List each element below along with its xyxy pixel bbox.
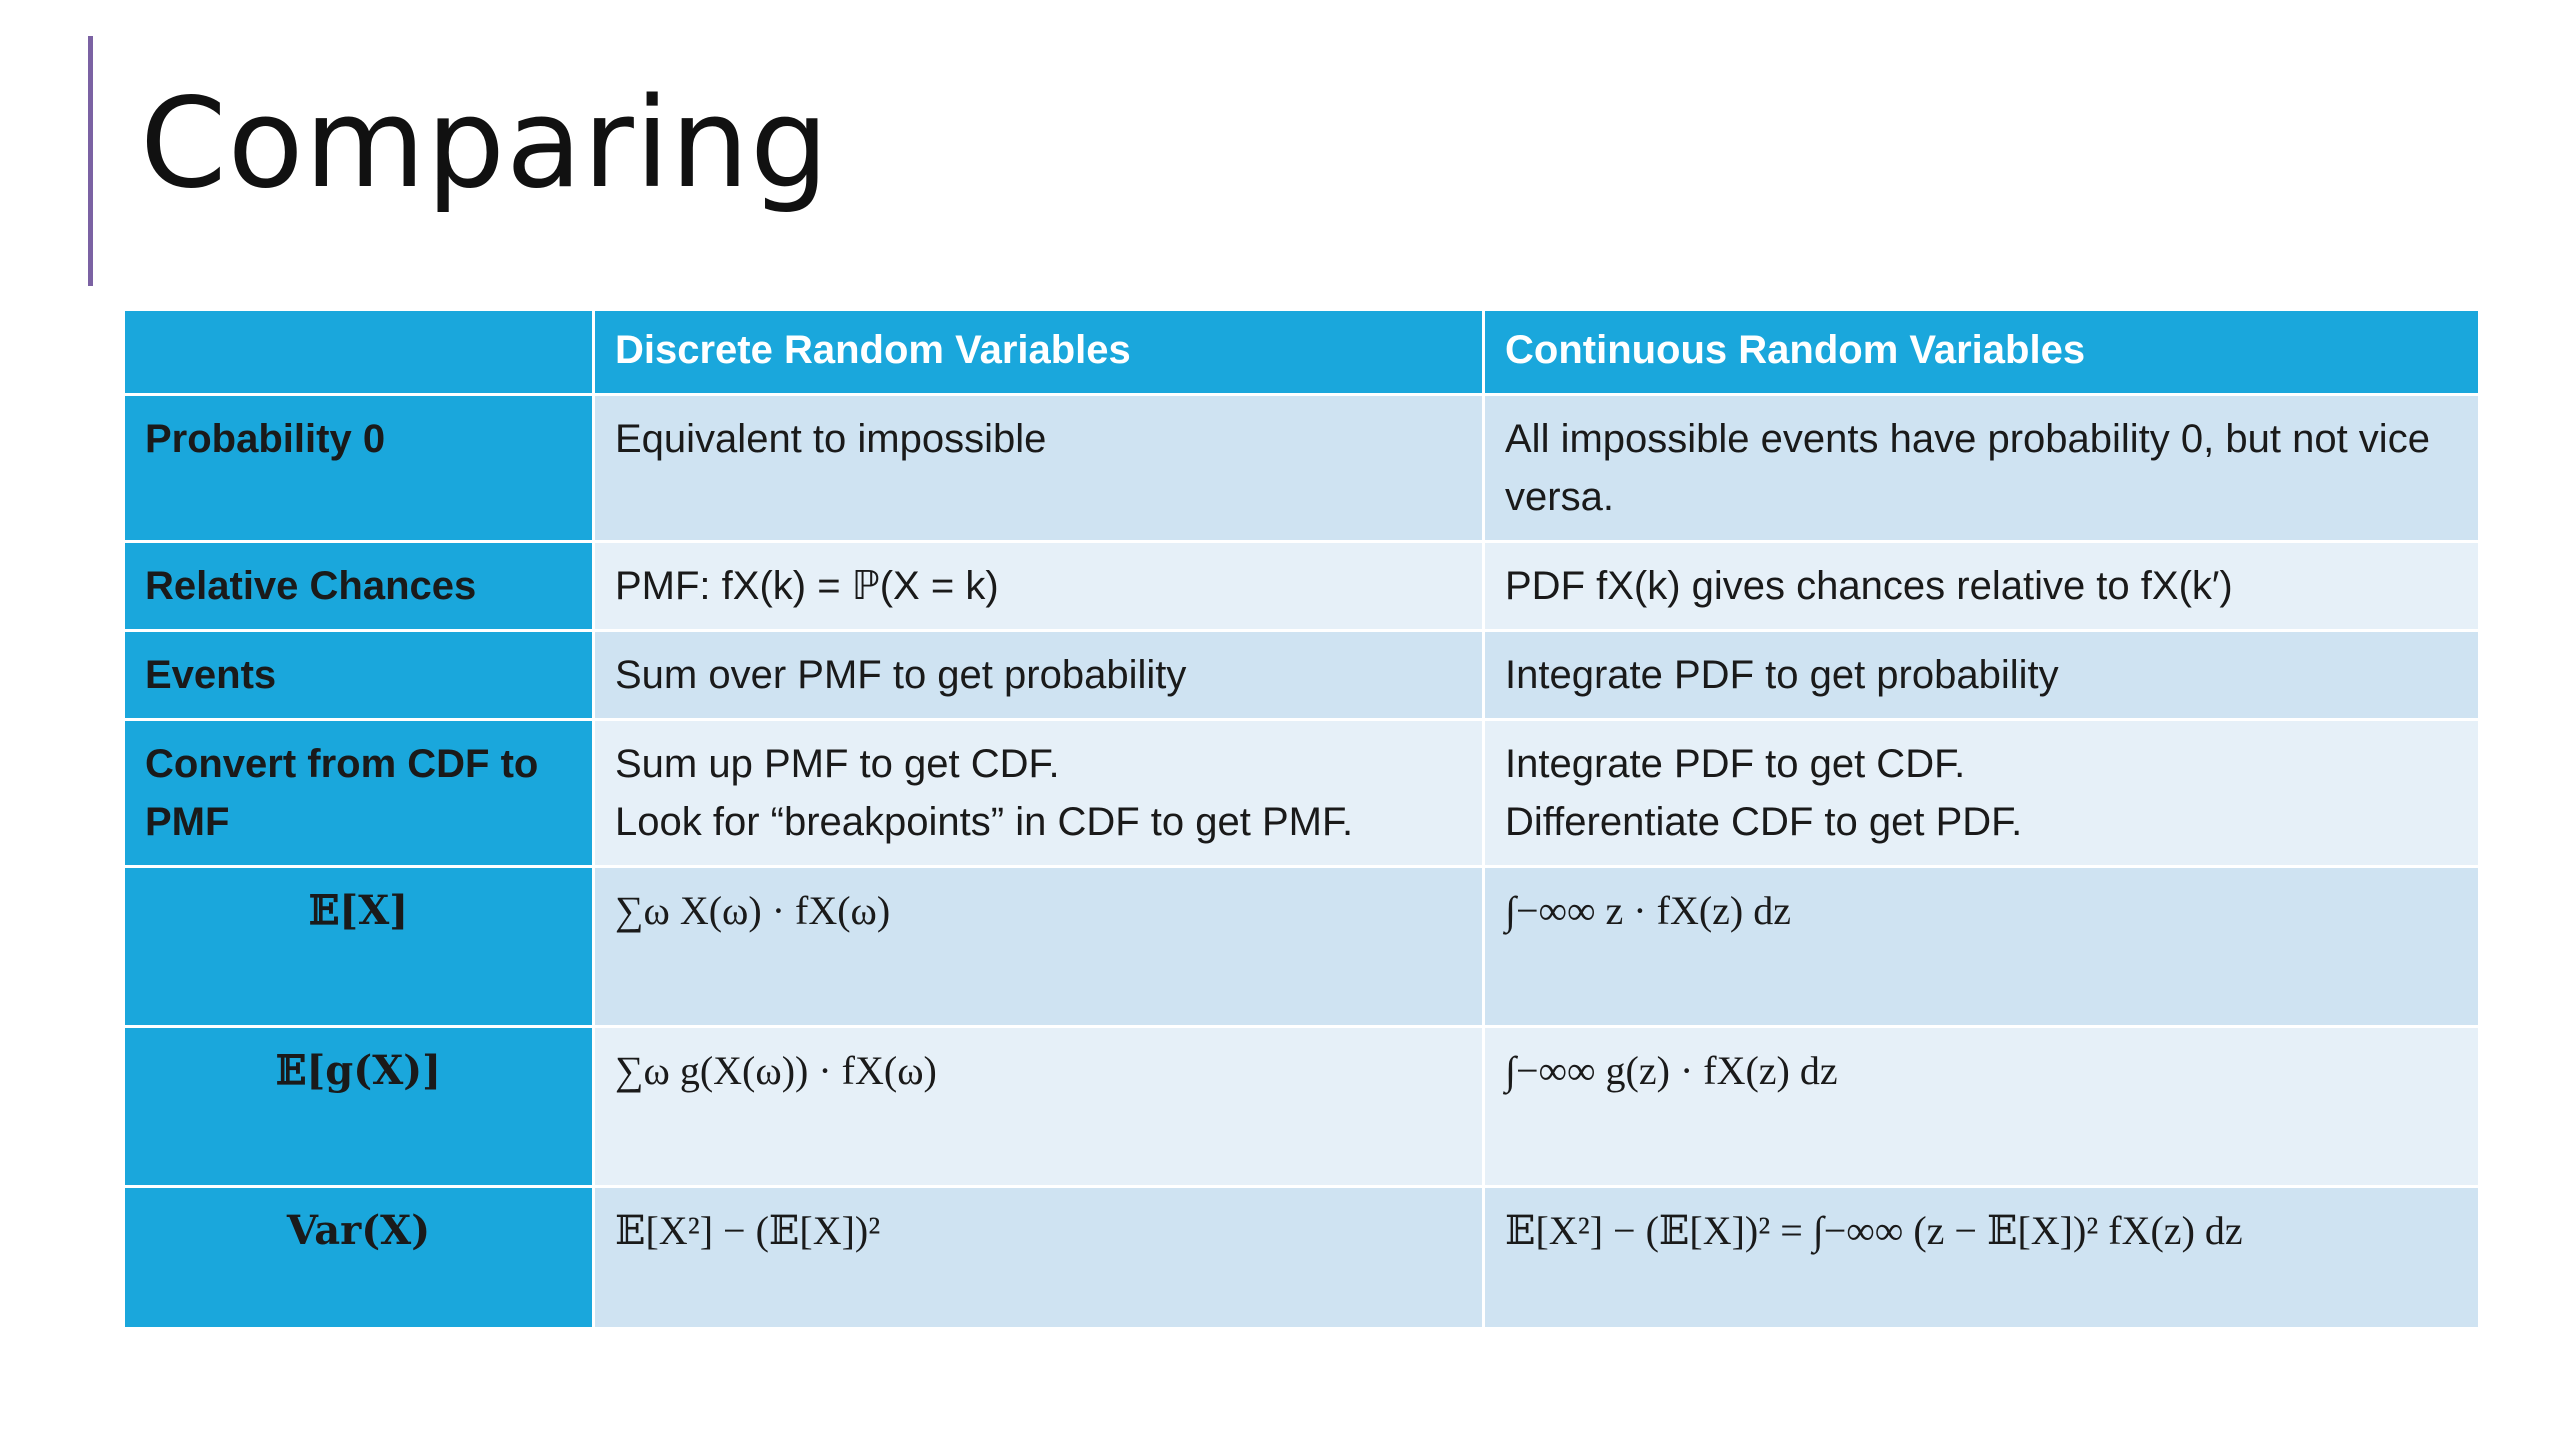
row-label: 𝔼[X] xyxy=(124,867,594,1027)
discrete-formula: 𝔼[X²] − (𝔼[X])² xyxy=(594,1187,1484,1329)
continuous-cell: All impossible events have probability 0, but not vice versa. xyxy=(1484,395,2480,542)
header-continuous: Continuous Random Variables xyxy=(1484,310,2480,395)
row-label: 𝔼[g(X)] xyxy=(124,1027,594,1187)
discrete-formula: ∑ω g(X(ω)) · fX(ω) xyxy=(594,1027,1484,1187)
continuous-line: Integrate PDF to get CDF. xyxy=(1505,742,1966,786)
row-label: Relative Chances xyxy=(124,542,594,631)
discrete-cell: Equivalent to impossible xyxy=(594,395,1484,542)
discrete-formula: ∑ω X(ω) · fX(ω) xyxy=(594,867,1484,1027)
discrete-cell: Sum over PMF to get probability xyxy=(594,631,1484,720)
row-label: Convert from CDF to PMF xyxy=(124,720,594,867)
page-title: Comparing xyxy=(140,72,830,216)
continuous-cell xyxy=(1484,720,2480,867)
table-row xyxy=(124,395,2480,542)
table-row xyxy=(124,542,2480,631)
table-header-row xyxy=(124,310,2480,395)
comparison-table xyxy=(122,308,2481,1330)
row-label: Var(X) xyxy=(124,1187,594,1329)
continuous-line: Differentiate CDF to get PDF. xyxy=(1505,800,2023,844)
table-row xyxy=(124,1027,2480,1187)
table-row xyxy=(124,867,2480,1027)
row-label: Events xyxy=(124,631,594,720)
continuous-cell: PDF fX(k) gives chances relative to fX(k′) xyxy=(1484,542,2480,631)
table-row xyxy=(124,1187,2480,1329)
continuous-formula: 𝔼[X²] − (𝔼[X])² = ∫−∞∞ (z − 𝔼[X])² fX(z) dz xyxy=(1484,1187,2480,1329)
row-label: Probability 0 xyxy=(124,395,594,542)
discrete-line: Look for “breakpoints” in CDF to get PMF. xyxy=(615,800,1354,844)
header-discrete: Discrete Random Variables xyxy=(594,310,1484,395)
discrete-cell: PMF: fX(k) = ℙ(X = k) xyxy=(594,542,1484,631)
header-empty xyxy=(124,310,594,395)
continuous-formula: ∫−∞∞ g(z) · fX(z) dz xyxy=(1484,1027,2480,1187)
continuous-cell: Integrate PDF to get probability xyxy=(1484,631,2480,720)
title-accent-bar xyxy=(88,36,93,286)
discrete-cell xyxy=(594,720,1484,867)
table-row xyxy=(124,720,2480,867)
table-row xyxy=(124,631,2480,720)
continuous-formula: ∫−∞∞ z · fX(z) dz xyxy=(1484,867,2480,1027)
discrete-line: Sum up PMF to get CDF. xyxy=(615,742,1060,786)
